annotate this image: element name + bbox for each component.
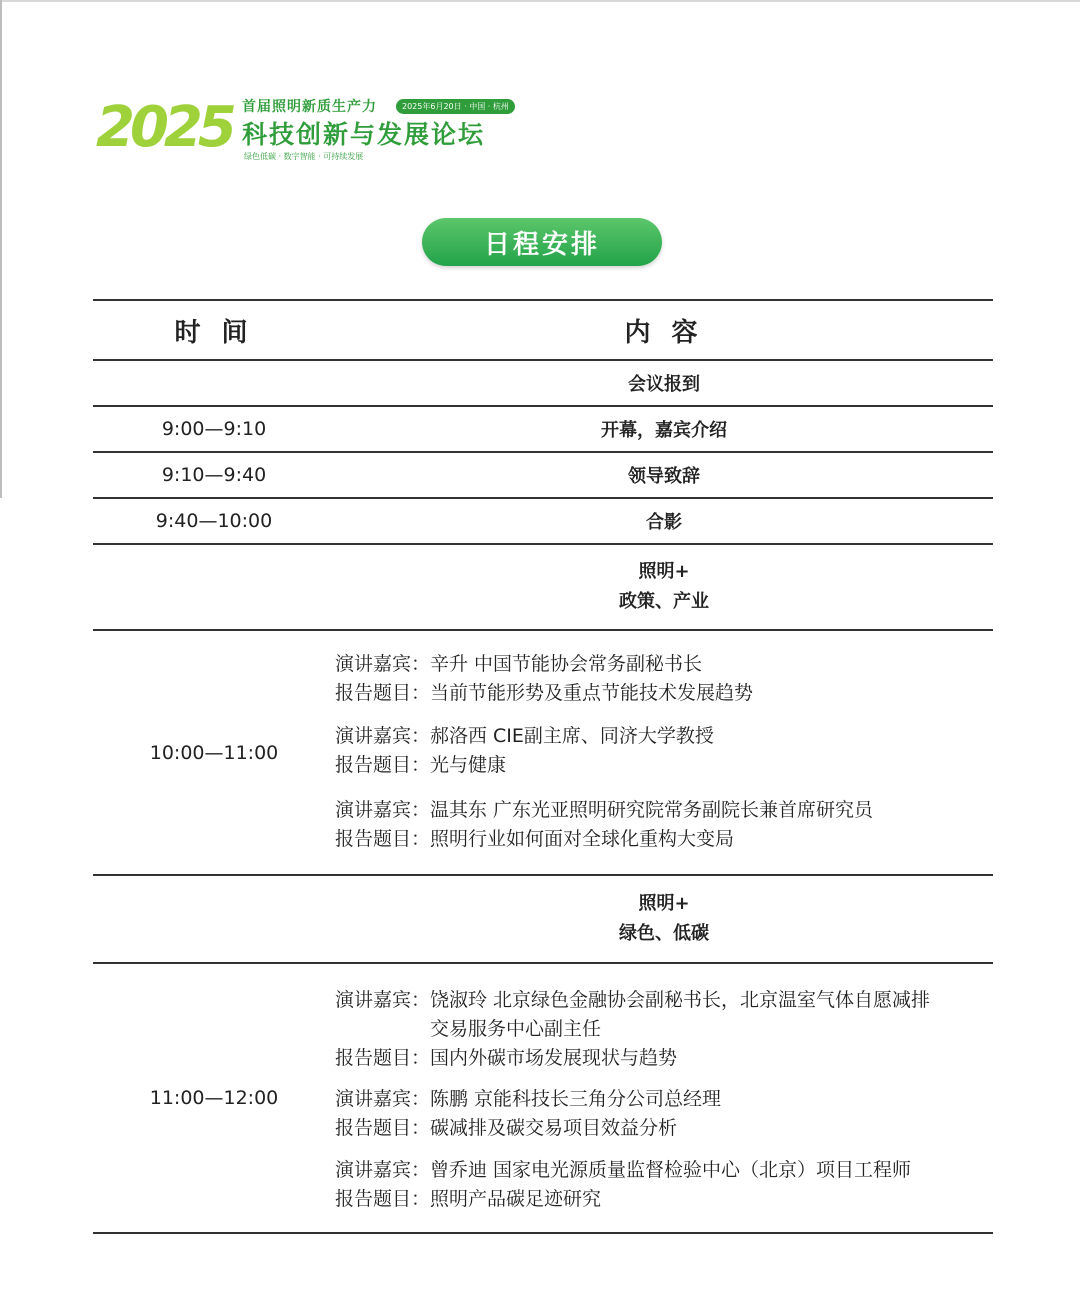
speaker-label: 演讲嘉宾： bbox=[335, 799, 431, 821]
topic-label: 报告题目： bbox=[335, 1188, 431, 1210]
topic-row-green bbox=[93, 876, 993, 964]
topic-heading bbox=[335, 545, 993, 629]
speaker-label: 演讲嘉宾： bbox=[335, 725, 431, 747]
topic-line2: 政策、产业 bbox=[619, 591, 709, 612]
topic-label: 报告题目： bbox=[335, 1117, 431, 1139]
talk-topic: 照明行业如何面对全球化重构大变局 bbox=[430, 828, 735, 850]
topic-label: 报告题目： bbox=[335, 682, 431, 704]
talk-item bbox=[335, 1085, 721, 1143]
talk-item bbox=[335, 1156, 911, 1214]
speaker-name: 辛升 中国节能协会常务副秘书长 bbox=[430, 653, 703, 675]
section-title-badge: 日程安排 bbox=[422, 218, 662, 266]
talk-topic: 碳减排及碳交易项目效益分析 bbox=[430, 1117, 678, 1139]
table-row bbox=[93, 453, 993, 499]
speaker-label: 演讲嘉宾： bbox=[335, 1159, 431, 1181]
logo-subtitle: 首届照明新质生产力 bbox=[242, 99, 377, 115]
table-header-row bbox=[93, 299, 993, 361]
talk-topic: 国内外碳市场发展现状与趋势 bbox=[430, 1047, 678, 1069]
topic-label: 报告题目： bbox=[335, 1047, 431, 1069]
logo-slogan: 绿色低碳 · 数字智能 · 可持续发展 bbox=[244, 152, 364, 161]
speaker-name: 曾乔迪 国家电光源质量监督检验中心（北京）项目工程师 bbox=[430, 1159, 912, 1181]
talk-topic: 光与健康 bbox=[430, 754, 507, 776]
schedule-table bbox=[93, 299, 993, 1234]
topic-heading bbox=[335, 876, 993, 962]
speaker-name: 陈鹏 京能科技长三角分公司总经理 bbox=[430, 1088, 722, 1110]
logo-title: 科技创新与发展论坛 bbox=[242, 120, 486, 149]
logo-date-badge: 2025年6月20日 · 中国 · 杭州 bbox=[396, 99, 515, 114]
topic-line1: 照明+ bbox=[638, 561, 690, 582]
talk-topic: 照明产品碳足迹研究 bbox=[430, 1188, 602, 1210]
topic-label: 报告题目： bbox=[335, 754, 431, 776]
topic-row-policy bbox=[93, 545, 993, 631]
table-row-checkin bbox=[93, 361, 993, 407]
forum-logo bbox=[96, 96, 516, 166]
talk-item bbox=[335, 986, 930, 1073]
block-time: 11:00—12:00 bbox=[149, 1087, 279, 1109]
row-content: 合影 bbox=[646, 512, 682, 533]
talk-item bbox=[335, 796, 873, 854]
speaker-label: 演讲嘉宾： bbox=[335, 989, 431, 1011]
speaker-label: 演讲嘉宾： bbox=[335, 653, 431, 675]
speaker-name: 郝洛西 CIE副主席、同济大学教授 bbox=[430, 725, 714, 747]
talks-block-2 bbox=[93, 964, 993, 1234]
topic-label: 报告题目： bbox=[335, 828, 431, 850]
table-row bbox=[93, 499, 993, 545]
speaker-name: 饶淑玲 北京绿色金融协会副秘书长，北京温室气体自愿减排 bbox=[430, 989, 931, 1011]
row-content: 领导致辞 bbox=[628, 466, 700, 487]
header-content: 内 容 bbox=[624, 317, 704, 348]
row-content: 开幕，嘉宾介绍 bbox=[601, 420, 727, 441]
page-border-left bbox=[0, 0, 2, 498]
header-time: 时 间 bbox=[174, 317, 254, 348]
row-time: 9:10—9:40 bbox=[161, 464, 267, 486]
talks-block-1 bbox=[93, 631, 993, 876]
table-row bbox=[93, 407, 993, 453]
checkin-content: 会议报到 bbox=[628, 374, 700, 395]
speaker-name-continued: 交易服务中心副主任 bbox=[430, 1018, 602, 1040]
logo-year: 2025 bbox=[96, 95, 232, 160]
page-border-top bbox=[0, 0, 1080, 2]
talk-item bbox=[335, 722, 714, 780]
speaker-name: 温其东 广东光亚照明研究院常务副院长兼首席研究员 bbox=[430, 799, 874, 821]
row-time: 9:00—9:10 bbox=[161, 418, 267, 440]
speaker-label: 演讲嘉宾： bbox=[335, 1088, 431, 1110]
row-time: 9:40—10:00 bbox=[155, 510, 273, 532]
talk-topic: 当前节能形势及重点节能技术发展趋势 bbox=[430, 682, 754, 704]
talk-item bbox=[335, 650, 753, 708]
topic-line2: 绿色、低碳 bbox=[619, 923, 709, 944]
topic-line1: 照明+ bbox=[638, 893, 690, 914]
block-time: 10:00—11:00 bbox=[149, 741, 279, 764]
